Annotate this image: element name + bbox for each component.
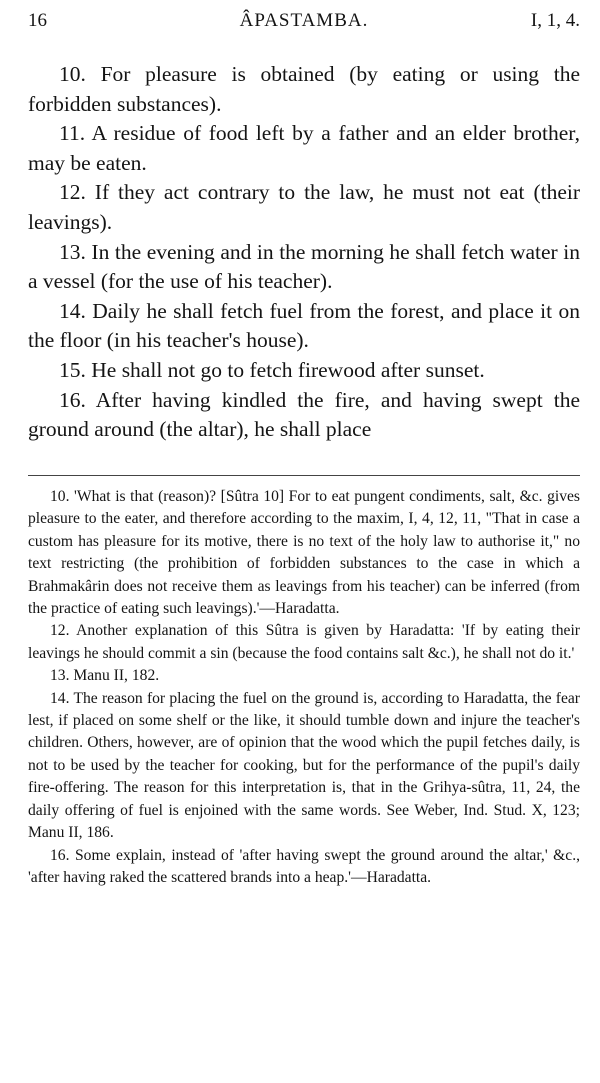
- footnote: 13. Manu II, 182.: [50, 667, 160, 685]
- sutra-paragraph: 12. If they act contrary to the law, he must not eat (their leavings).: [28, 180, 580, 234]
- section-reference: I, 1, 4.: [530, 10, 580, 31]
- page-number: 16: [28, 10, 47, 31]
- footnote: 12. Another explanation of this Sûtra is given by Haradatta: 'If by eating their leavings he should commit a sin (because the food contains salt &c.), he shall not do it.': [28, 622, 580, 662]
- sutra-paragraph: 16. After having kindled the fire, and having swept the ground around (the altar), he shall place: [28, 387, 580, 442]
- sutra-paragraph: 13. In the evening and in the morning he shall fetch water in a vessel (for the use of his teacher).: [28, 239, 580, 294]
- running-header: [28, 4, 580, 38]
- footnote: 16. Some explain, instead of 'after having swept the ground around the altar,' &c., 'after having raked the scattered brands into a heap.'—Haradatta.: [28, 846, 580, 886]
- sutra-paragraph: 14. Daily he shall fetch fuel from the forest, and place it on the floor (in his teacher's house).: [28, 298, 580, 353]
- footnote: 10. 'What is that (reason)? [Sûtra 10] For to eat pungent condiments, salt, &c. gives pleasure to the eater, and therefore according to the maxim, I, 4, 12, 11, "That in case a custom has pleasure for its motive, there is no text of the holy law to authorise it," no text restricting (the prohibition of forbidden substances to the case in which a Brahmakârin does not receive them as leavings from his teacher) can be inferred (from the practice of eating such leavings).'—Haradatta.: [28, 488, 580, 618]
- running-title: ÂPASTAMBA.: [239, 10, 369, 31]
- sutra-paragraph: 15. He shall not go to fetch firewood after sunset.: [59, 357, 485, 382]
- footnote-divider: [28, 475, 580, 476]
- footnote: 14. The reason for placing the fuel on the ground is, according to Haradatta, the fear lest, if placed on some shelf or the like, it should tumble down and injure the teacher's children. Others, however, are of opinion that the wood which the pupil fetches daily, is not to be used by the teacher for cooking, but for the performance of the pupil's daily fire-offering. The reason for this interpretation is, that in the Grihya-sûtra, 11, 24, the daily offering of fuel is enjoined with the same words. See Weber, Ind. Stud. X, 123; Manu II, 186.: [28, 689, 580, 842]
- main-text: [28, 60, 580, 445]
- sutra-paragraph: 11. A residue of food left by a father and an elder brother, may be eaten.: [28, 121, 580, 175]
- footnotes: [28, 486, 580, 889]
- sutra-paragraph: 10. For pleasure is obtained (by eating or using the forbidden substances).: [28, 62, 580, 116]
